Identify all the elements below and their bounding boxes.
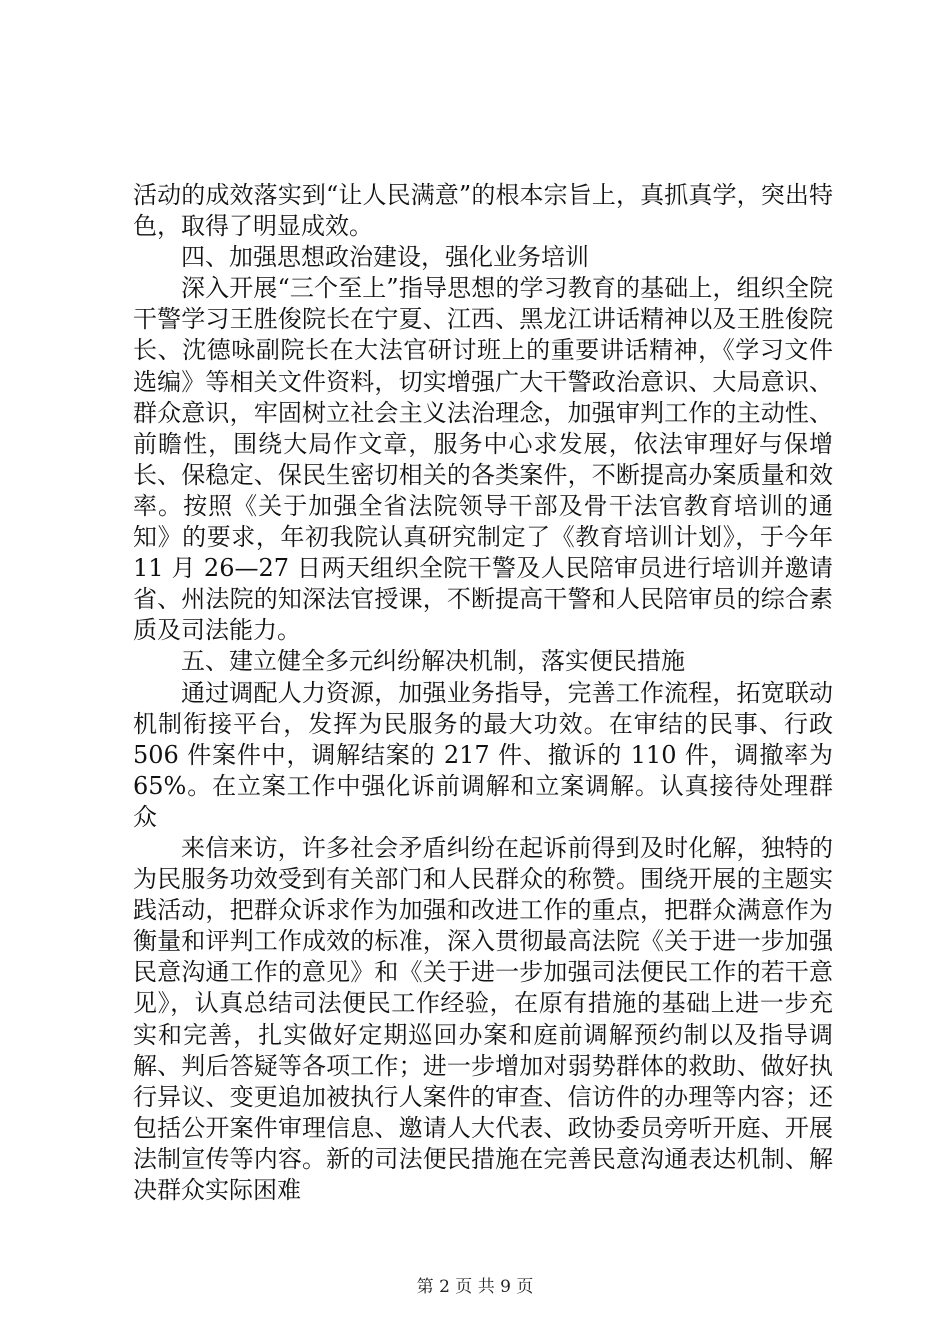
paragraph-6: 来信来访，许多社会矛盾纠纷在起诉前得到及时化解，独特的为民服务功效受到有关部门和人民群众的称赞。围绕开展的主题实践活动，把群众诉求作为加强和改进工作的重点，把群众满意作为衡量和评判工作成效的标准，深入贯彻最高法院《关于进一步加强民意沟通工作的意见》和《关于进一步加强司法便民工作的若干意见》，认真总结司法便民工作经验，在原有措施的基础上进一步充实和完善，扎实做好定期巡回办案和庭前调解预约制以及指导调解、判后答疑等各项工作；进一步增加对弱势群体的救助、做好执行异议、变更追加被执行人案件的审查、信访件的办理等内容；还包括公开案件审理信息、邀请人大代表、政协委员旁听开庭、开展法制宣传等内容。新的司法便民措施在完善民意沟通表达机制、解决群众实际困难 [133,833,833,1204]
page-number-footer: 第 2 页 共 9 页 [416,1277,534,1297]
paragraph-5: 通过调配人力资源，加强业务指导，完善工作流程，拓宽联动机制衔接平台，发挥为民服务的最大功效。在审结的民事、行政 506 件案件中，调解结案的 217 件、撤诉的 110 件，调撤率为 65%。在立案工作中强化诉前调解和立案调解。认真接待处理群众 [133,678,833,831]
section-heading-5: 五、建立健全多元纠纷解决机制，落实便民措施 [181,647,685,676]
paragraph-1: 活动的成效落实到“让人民满意”的根本宗旨上，真抓真学，突出特色，取得了明显成效。 [133,181,833,241]
section-heading-4: 四、加强思想政治建设，强化业务培训 [181,243,589,272]
paragraph-3: 深入开展“三个至上”指导思想的学习教育的基础上，组织全院干警学习王胜俊院长在宁夏、江西、黑龙江讲话精神以及王胜俊院长、沈德咏副院长在大法官研讨班上的重要讲话精神，《学习文件选编》等相关文件资料，切实增强广大干警政治意识、大局意识、群众意识，牢固树立社会主义法治理念，加强审判工作的主动性、前瞻性，围绕大局作文章，服务中心求发展，依法审理好与保增长、保稳定、保民生密切相关的各类案件，不断提高办案质量和效率。按照《关于加强全省法院领导干部及骨干法官教育培训的通知》的要求，年初我院认真研究制定了《教育培训计划》，于今年 11 月 26—27 日两天组织全院干警及人民陪审员进行培训并邀请省、州法院的知深法官授课，不断提高干警和人民陪审员的综合素质及司法能力。 [133,274,833,645]
document-body [133,180,833,1206]
